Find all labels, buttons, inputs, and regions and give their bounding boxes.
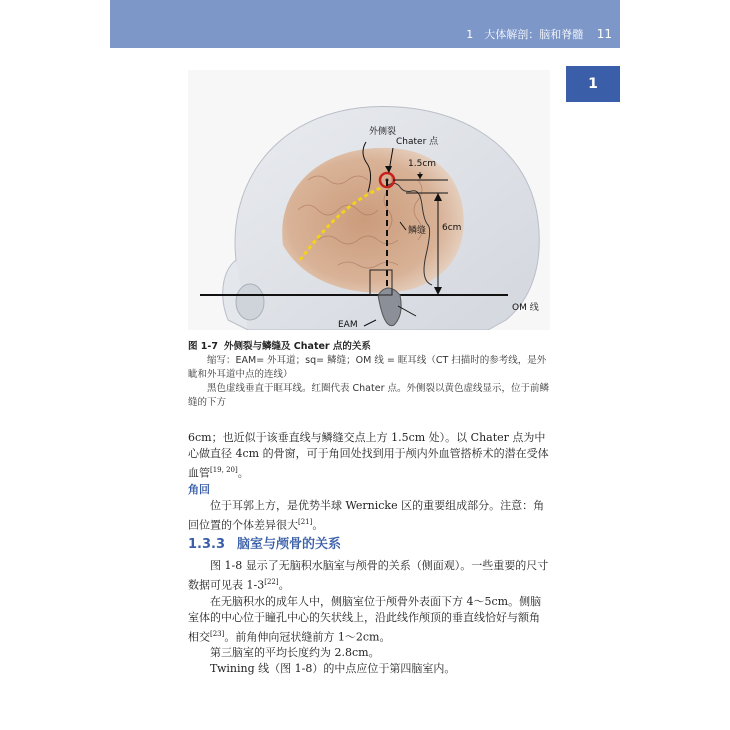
- paragraph-1: 6cm；也近似于该垂直线与鳞缝交点上方 1.5cm 处）。以 Chater 点为中心做直径 4cm 的骨窗，可于角回处找到用于颅内外血管搭桥术的潜在受体血管[19, 20]。: [188, 431, 549, 480]
- figure-illustration: [188, 70, 550, 330]
- skull-brain-illustration: [188, 70, 550, 330]
- subheading-angular-gyrus: 角回: [188, 482, 210, 496]
- body-text-bottom: [188, 558, 550, 677]
- paragraph-6: Twining 线（图 1-8）的中点应位于第四脑室内。: [210, 662, 456, 676]
- caption-number: 图 1-7: [188, 341, 218, 352]
- ref-19-20: [19, 20]: [210, 466, 238, 474]
- ref-21: [21]: [298, 517, 313, 526]
- chapter-tab: 1: [566, 66, 620, 102]
- label-om: OM 线: [512, 303, 539, 313]
- label-squamous: 鳞缝: [408, 226, 427, 236]
- label-1-5cm: 1.5cm: [408, 159, 437, 169]
- running-header: [466, 26, 612, 42]
- label-eam: EAM: [338, 320, 358, 330]
- figure-caption: [188, 340, 550, 410]
- section-number: 1.3.3: [188, 537, 226, 552]
- label-6cm: 6cm: [442, 223, 462, 233]
- caption-line-2: 黑色虚线垂直于眶耳线。红圈代表 Chater 点。外侧裂以黄色虚线显示，位于前鳞缝的下方: [188, 383, 549, 408]
- caption-title: 外侧裂与鳞缝及 Chater 点的关系: [223, 341, 371, 352]
- ref-23: [23]: [210, 629, 225, 638]
- header-bar: [110, 0, 620, 48]
- ref-22: [22]: [264, 578, 279, 586]
- chapter-title: 1 大体解剖：脑和脊髓: [466, 28, 584, 41]
- body-text-top: [188, 430, 550, 533]
- caption-line-1: 缩写：EAM= 外耳道；sq= 鳞缝；OM 线 = 眶耳线（CT 扫描时的参考线，是外眦和外耳道中点的连线）: [188, 355, 547, 380]
- page-number: 11: [596, 27, 612, 41]
- section-title: 脑室与颅骨的关系: [237, 537, 342, 552]
- paragraph-2: 位于耳郭上方，是优势半球 Wernicke 区的重要组成部分。注意：角回位置的个体差异很大[21]。: [188, 498, 545, 532]
- paragraph-4: 在无脑积水的成年人中，侧脑室位于颅骨外表面下方 4～5cm。侧脑室体的中心位于瞳孔中心的矢状线上，沿此线作颅顶的垂直线恰好与额角相交[23]。前角伸向冠状缝前方 1～2cm。: [188, 594, 542, 644]
- paragraph-5: 第三脑室的平均长度约为 2.8cm。: [210, 646, 380, 660]
- paragraph-3: 图 1-8 显示了无脑积水脑室与颅骨的关系（侧面观）。一些重要的尺寸数据可见表 1-3[22]。: [188, 559, 549, 592]
- label-sylvian: 外侧裂: [369, 127, 397, 137]
- label-chater: Chater 点: [396, 137, 439, 147]
- section-heading: [188, 533, 341, 552]
